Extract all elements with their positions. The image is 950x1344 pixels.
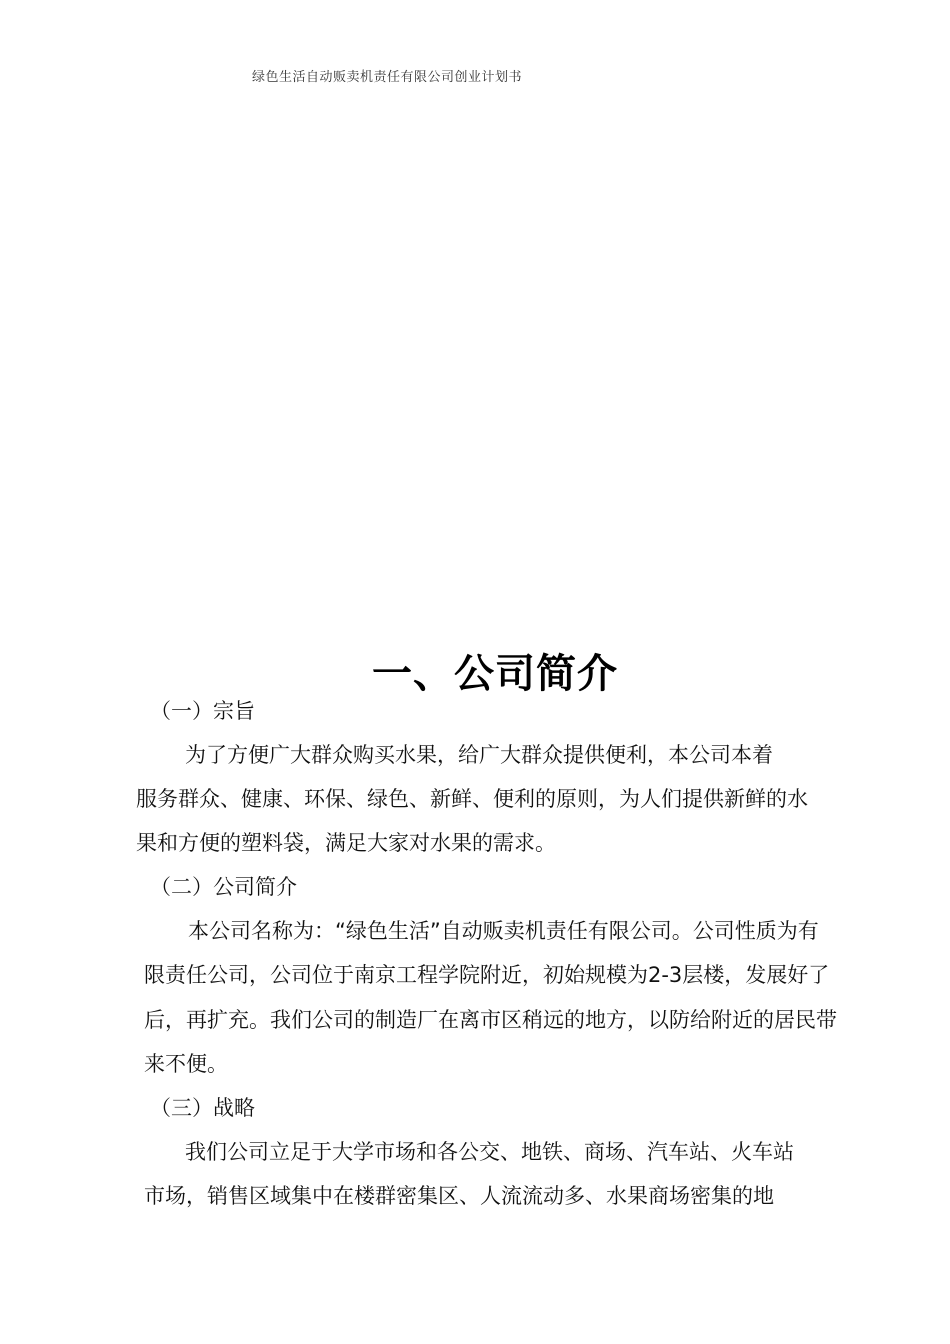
paragraph-line: 来不便。 [144,1052,228,1076]
paragraph-line: 果和方便的塑料袋，满足大家对水果的需求。 [136,831,556,855]
running-header: 绿色生活自动贩卖机责任有限公司创业计划书 [252,70,523,85]
paragraph-line: 服务群众、健康、环保、绿色、新鲜、便利的原则，为人们提供新鲜的水 [136,787,808,811]
section-heading-company-intro: （二）公司简介 [150,875,297,899]
paragraph-line: 本公司名称为：“绿色生活”自动贩卖机责任有限公司。公司性质为有 [188,919,819,943]
paragraph-line: 我们公司立足于大学市场和各公交、地铁、商场、汽车站、火车站 [185,1140,794,1164]
chapter-title: 一、公司简介 [372,651,618,697]
paragraph-line: 市场，销售区域集中在楼群密集区、人流流动多、水果商场密集的地 [144,1184,774,1208]
paragraph-line: 为了方便广大群众购买水果，给广大群众提供便利，本公司本着 [185,743,773,767]
paragraph-line: 后，再扩充。我们公司的制造厂在离市区稍远的地方，以防给附近的居民带 [144,1008,837,1032]
section-heading-strategy: （三）战略 [150,1096,255,1120]
section-heading-purpose: （一）宗旨 [150,699,255,723]
paragraph-line: 限责任公司，公司位于南京工程学院附近，初始规模为2-3层楼，发展好了 [144,963,830,987]
